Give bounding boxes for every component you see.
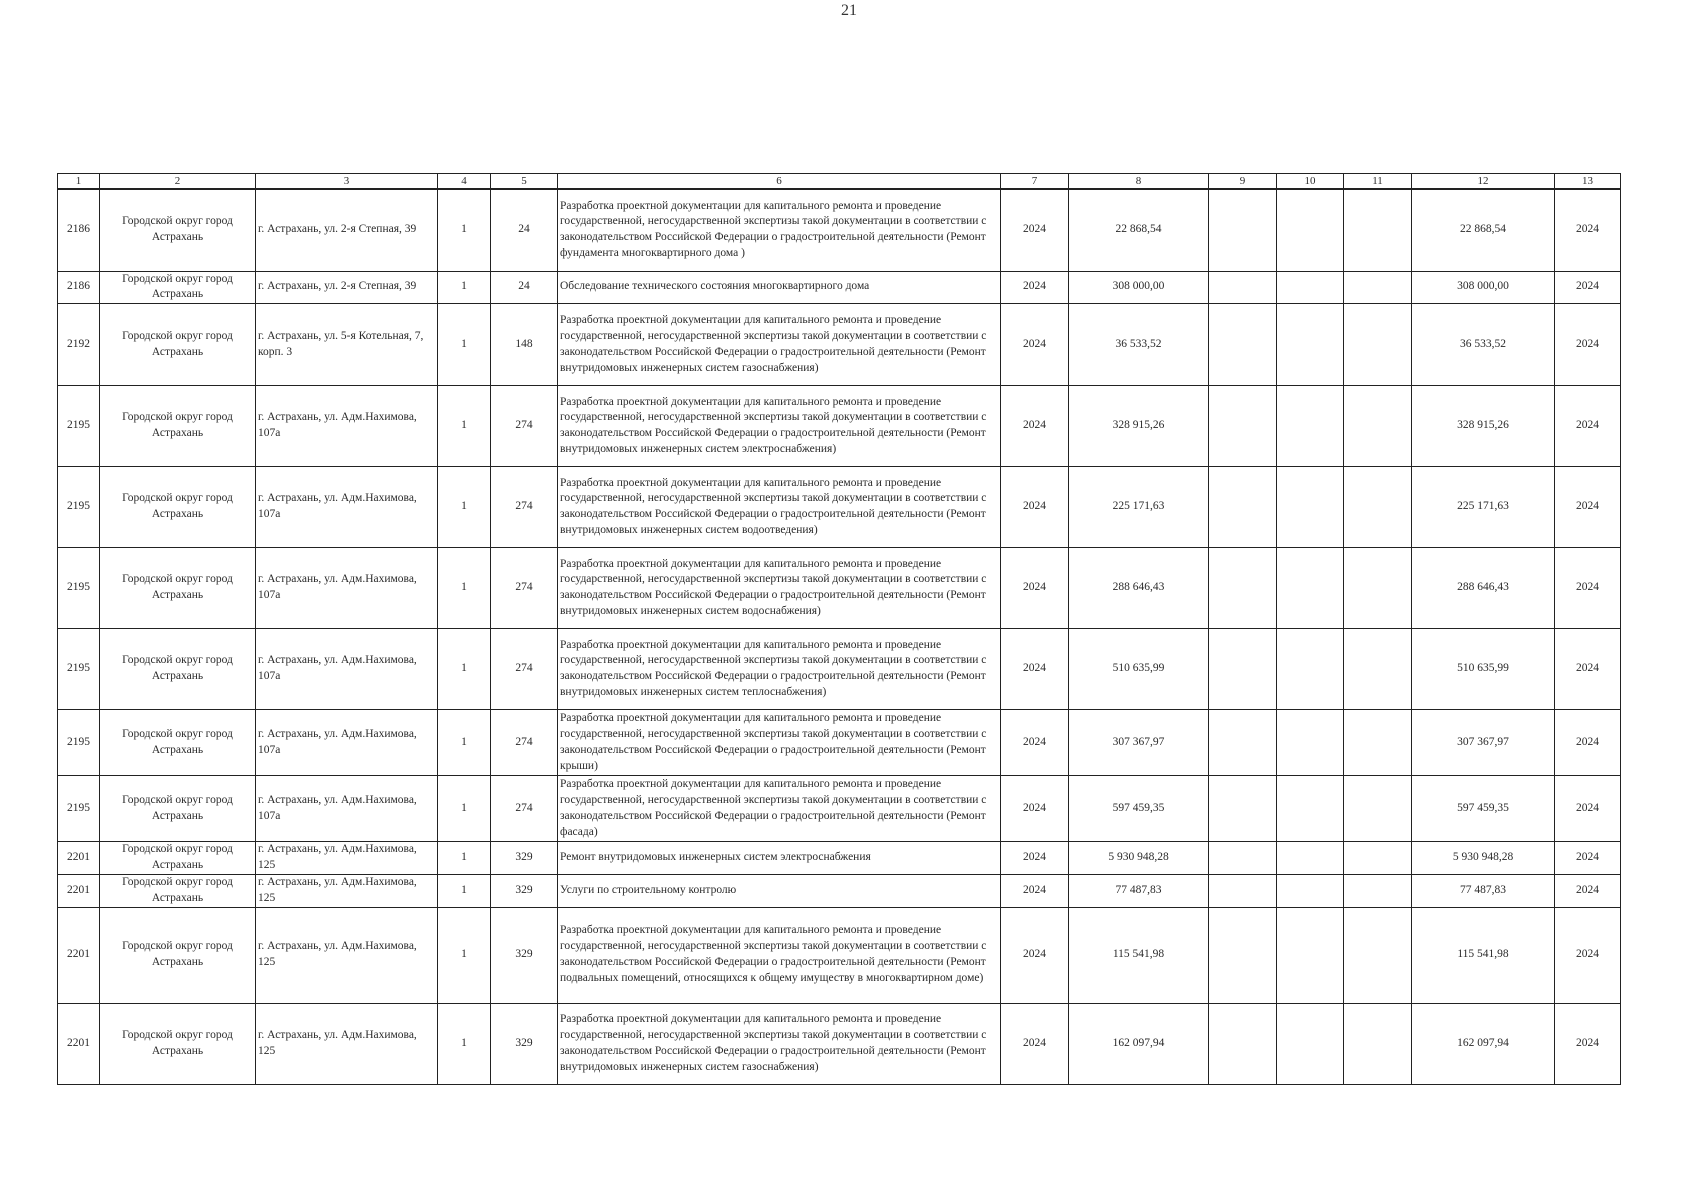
year-cell: 2024 bbox=[1001, 271, 1069, 304]
table-row bbox=[58, 1003, 1621, 1084]
column-10-cell bbox=[1277, 710, 1344, 776]
work-type-cell: Разработка проектной документации для капитального ремонта и проведение государственной, негосударственной экспертизы такой документации в соответствии с законодательством Российской Федерации о градостроительной деятельности (Ремонт крыши) bbox=[558, 710, 1001, 776]
column-4-cell: 1 bbox=[438, 710, 491, 776]
column-11-cell bbox=[1344, 907, 1412, 1003]
column-header-11: 11 bbox=[1344, 174, 1412, 190]
column-5-cell: 24 bbox=[491, 189, 558, 271]
work-type-cell: Разработка проектной документации для капитального ремонта и проведение государственной, негосударственной экспертизы такой документации в соответствии с законодательством Российской Федерации о градостроительной деятельности (Ремонт внутридомовых инженерных систем водоснабжения) bbox=[558, 548, 1001, 629]
column-10-cell bbox=[1277, 629, 1344, 710]
year-cell: 2024 bbox=[1001, 386, 1069, 467]
column-9-cell bbox=[1209, 1003, 1277, 1084]
municipality-cell: Городской округ город Астрахань bbox=[100, 467, 256, 548]
record-number-cell: 2195 bbox=[58, 467, 100, 548]
work-type-cell: Разработка проектной документации для капитального ремонта и проведение государственной, негосударственной экспертизы такой документации в соответствии с законодательством Российской Федерации о градостроительной деятельности (Ремонт внутридомовых инженерных систем теплоснабжения) bbox=[558, 629, 1001, 710]
completion-year-cell: 2024 bbox=[1555, 1003, 1621, 1084]
table-row bbox=[58, 776, 1621, 842]
year-cell: 2024 bbox=[1001, 548, 1069, 629]
column-5-cell: 274 bbox=[491, 386, 558, 467]
year-cell: 2024 bbox=[1001, 874, 1069, 907]
fund-amount-cell: 307 367,97 bbox=[1412, 710, 1555, 776]
column-9-cell bbox=[1209, 842, 1277, 875]
record-number-cell: 2201 bbox=[58, 1003, 100, 1084]
total-cost-cell: 597 459,35 bbox=[1069, 776, 1209, 842]
column-4-cell: 1 bbox=[438, 907, 491, 1003]
municipality-cell: Городской округ город Астрахань bbox=[100, 386, 256, 467]
table-row bbox=[58, 629, 1621, 710]
address-cell: г. Астрахань, ул. Адм.Нахимова, 125 bbox=[256, 874, 438, 907]
column-10-cell bbox=[1277, 467, 1344, 548]
municipality-cell: Городской округ город Астрахань bbox=[100, 189, 256, 271]
column-11-cell bbox=[1344, 548, 1412, 629]
record-number-cell: 2195 bbox=[58, 776, 100, 842]
column-4-cell: 1 bbox=[438, 629, 491, 710]
fund-amount-cell: 288 646,43 bbox=[1412, 548, 1555, 629]
fund-amount-cell: 225 171,63 bbox=[1412, 467, 1555, 548]
completion-year-cell: 2024 bbox=[1555, 629, 1621, 710]
column-4-cell: 1 bbox=[438, 1003, 491, 1084]
column-4-cell: 1 bbox=[438, 467, 491, 548]
municipality-cell: Городской округ город Астрахань bbox=[100, 1003, 256, 1084]
work-type-cell: Разработка проектной документации для капитального ремонта и проведение государственной, негосударственной экспертизы такой документации в соответствии с законодательством Российской Федерации о градостроительной деятельности (Ремонт внутридомовых инженерных систем газоснабжения) bbox=[558, 304, 1001, 386]
fund-amount-cell: 36 533,52 bbox=[1412, 304, 1555, 386]
work-type-cell: Разработка проектной документации для капитального ремонта и проведение государственной, негосударственной экспертизы такой документации в соответствии с законодательством Российской Федерации о градостроительной деятельности (Ремонт фасада) bbox=[558, 776, 1001, 842]
address-cell: г. Астрахань, ул. 5-я Котельная, 7, корп. 3 bbox=[256, 304, 438, 386]
completion-year-cell: 2024 bbox=[1555, 874, 1621, 907]
municipality-cell: Городской округ город Астрахань bbox=[100, 304, 256, 386]
column-5-cell: 274 bbox=[491, 776, 558, 842]
column-5-cell: 329 bbox=[491, 907, 558, 1003]
work-type-cell: Услуги по строительному контролю bbox=[558, 874, 1001, 907]
fund-amount-cell: 597 459,35 bbox=[1412, 776, 1555, 842]
column-5-cell: 148 bbox=[491, 304, 558, 386]
address-cell: г. Астрахань, ул. Адм.Нахимова, 107а bbox=[256, 776, 438, 842]
table-row bbox=[58, 304, 1621, 386]
column-4-cell: 1 bbox=[438, 874, 491, 907]
column-9-cell bbox=[1209, 271, 1277, 304]
column-9-cell bbox=[1209, 189, 1277, 271]
column-5-cell: 274 bbox=[491, 548, 558, 629]
municipality-cell: Городской округ город Астрахань bbox=[100, 776, 256, 842]
year-cell: 2024 bbox=[1001, 1003, 1069, 1084]
record-number-cell: 2186 bbox=[58, 271, 100, 304]
column-10-cell bbox=[1277, 386, 1344, 467]
column-9-cell bbox=[1209, 467, 1277, 548]
record-number-cell: 2201 bbox=[58, 874, 100, 907]
column-10-cell bbox=[1277, 189, 1344, 271]
record-number-cell: 2201 bbox=[58, 907, 100, 1003]
total-cost-cell: 36 533,52 bbox=[1069, 304, 1209, 386]
column-10-cell bbox=[1277, 304, 1344, 386]
work-type-cell: Разработка проектной документации для капитального ремонта и проведение государственной, негосударственной экспертизы такой документации в соответствии с законодательством Российской Федерации о градостроительной деятельности (Ремонт внутридомовых инженерных систем электроснабжения) bbox=[558, 386, 1001, 467]
column-9-cell bbox=[1209, 548, 1277, 629]
completion-year-cell: 2024 bbox=[1555, 548, 1621, 629]
column-11-cell bbox=[1344, 710, 1412, 776]
total-cost-cell: 77 487,83 bbox=[1069, 874, 1209, 907]
column-9-cell bbox=[1209, 874, 1277, 907]
column-11-cell bbox=[1344, 1003, 1412, 1084]
total-cost-cell: 328 915,26 bbox=[1069, 386, 1209, 467]
year-cell: 2024 bbox=[1001, 710, 1069, 776]
address-cell: г. Астрахань, ул. Адм.Нахимова, 107а bbox=[256, 386, 438, 467]
column-5-cell: 329 bbox=[491, 1003, 558, 1084]
table-row bbox=[58, 710, 1621, 776]
column-10-cell bbox=[1277, 776, 1344, 842]
work-type-cell: Обследование технического состояния многоквартирного дома bbox=[558, 271, 1001, 304]
column-header-13: 13 bbox=[1555, 174, 1621, 190]
address-cell: г. Астрахань, ул. Адм.Нахимова, 107а bbox=[256, 467, 438, 548]
work-type-cell: Ремонт внутридомовых инженерных систем электроснабжения bbox=[558, 842, 1001, 875]
address-cell: г. Астрахань, ул. 2-я Степная, 39 bbox=[256, 271, 438, 304]
table-row bbox=[58, 189, 1621, 271]
completion-year-cell: 2024 bbox=[1555, 304, 1621, 386]
column-11-cell bbox=[1344, 874, 1412, 907]
address-cell: г. Астрахань, ул. Адм.Нахимова, 125 bbox=[256, 907, 438, 1003]
work-type-cell: Разработка проектной документации для капитального ремонта и проведение государственной, негосударственной экспертизы такой документации в соответствии с законодательством Российской Федерации о градостроительной деятельности (Ремонт внутридомовых инженерных систем газоснабжения) bbox=[558, 1003, 1001, 1084]
year-cell: 2024 bbox=[1001, 467, 1069, 548]
total-cost-cell: 510 635,99 bbox=[1069, 629, 1209, 710]
municipality-cell: Городской округ город Астрахань bbox=[100, 907, 256, 1003]
work-type-cell: Разработка проектной документации для капитального ремонта и проведение государственной, негосударственной экспертизы такой документации в соответствии с законодательством Российской Федерации о градостроительной деятельности (Ремонт подвальных помещений, относящихся к общему имуществу в многоквартирном доме) bbox=[558, 907, 1001, 1003]
column-5-cell: 24 bbox=[491, 271, 558, 304]
municipality-cell: Городской округ город Астрахань bbox=[100, 874, 256, 907]
record-number-cell: 2186 bbox=[58, 189, 100, 271]
table-row bbox=[58, 907, 1621, 1003]
column-4-cell: 1 bbox=[438, 776, 491, 842]
column-5-cell: 274 bbox=[491, 467, 558, 548]
municipality-cell: Городской округ город Астрахань bbox=[100, 842, 256, 875]
total-cost-cell: 308 000,00 bbox=[1069, 271, 1209, 304]
total-cost-cell: 115 541,98 bbox=[1069, 907, 1209, 1003]
column-11-cell bbox=[1344, 304, 1412, 386]
address-cell: г. Астрахань, ул. Адм.Нахимова, 107а bbox=[256, 629, 438, 710]
completion-year-cell: 2024 bbox=[1555, 776, 1621, 842]
completion-year-cell: 2024 bbox=[1555, 189, 1621, 271]
table-body bbox=[58, 189, 1621, 1084]
table-row bbox=[58, 386, 1621, 467]
column-10-cell bbox=[1277, 874, 1344, 907]
column-4-cell: 1 bbox=[438, 386, 491, 467]
column-4-cell: 1 bbox=[438, 304, 491, 386]
completion-year-cell: 2024 bbox=[1555, 386, 1621, 467]
total-cost-cell: 225 171,63 bbox=[1069, 467, 1209, 548]
column-11-cell bbox=[1344, 467, 1412, 548]
column-header-4: 4 bbox=[438, 174, 491, 190]
table-row bbox=[58, 467, 1621, 548]
column-10-cell bbox=[1277, 1003, 1344, 1084]
address-cell: г. Астрахань, ул. 2-я Степная, 39 bbox=[256, 189, 438, 271]
fund-amount-cell: 328 915,26 bbox=[1412, 386, 1555, 467]
column-number-header bbox=[58, 174, 1621, 190]
column-9-cell bbox=[1209, 710, 1277, 776]
column-header-12: 12 bbox=[1412, 174, 1555, 190]
completion-year-cell: 2024 bbox=[1555, 467, 1621, 548]
address-cell: г. Астрахань, ул. Адм.Нахимова, 125 bbox=[256, 842, 438, 875]
year-cell: 2024 bbox=[1001, 776, 1069, 842]
fund-amount-cell: 162 097,94 bbox=[1412, 1003, 1555, 1084]
record-number-cell: 2201 bbox=[58, 842, 100, 875]
column-9-cell bbox=[1209, 304, 1277, 386]
table-row bbox=[58, 548, 1621, 629]
year-cell: 2024 bbox=[1001, 842, 1069, 875]
record-number-cell: 2195 bbox=[58, 386, 100, 467]
column-4-cell: 1 bbox=[438, 548, 491, 629]
year-cell: 2024 bbox=[1001, 304, 1069, 386]
work-type-cell: Разработка проектной документации для капитального ремонта и проведение государственной, негосударственной экспертизы такой документации в соответствии с законодательством Российской Федерации о градостроительной деятельности (Ремонт фундамента многоквартирного дома ) bbox=[558, 189, 1001, 271]
column-9-cell bbox=[1209, 629, 1277, 710]
municipality-cell: Городской округ город Астрахань bbox=[100, 710, 256, 776]
capital-repair-table bbox=[57, 173, 1621, 1085]
municipality-cell: Городской округ город Астрахань bbox=[100, 271, 256, 304]
column-9-cell bbox=[1209, 776, 1277, 842]
completion-year-cell: 2024 bbox=[1555, 907, 1621, 1003]
completion-year-cell: 2024 bbox=[1555, 271, 1621, 304]
column-header-5: 5 bbox=[491, 174, 558, 190]
column-header-9: 9 bbox=[1209, 174, 1277, 190]
completion-year-cell: 2024 bbox=[1555, 842, 1621, 875]
work-type-cell: Разработка проектной документации для капитального ремонта и проведение государственной, негосударственной экспертизы такой документации в соответствии с законодательством Российской Федерации о градостроительной деятельности (Ремонт внутридомовых инженерных систем водоотведения) bbox=[558, 467, 1001, 548]
column-11-cell bbox=[1344, 189, 1412, 271]
year-cell: 2024 bbox=[1001, 189, 1069, 271]
record-number-cell: 2195 bbox=[58, 548, 100, 629]
column-9-cell bbox=[1209, 386, 1277, 467]
record-number-cell: 2195 bbox=[58, 710, 100, 776]
column-10-cell bbox=[1277, 271, 1344, 304]
total-cost-cell: 307 367,97 bbox=[1069, 710, 1209, 776]
column-header-10: 10 bbox=[1277, 174, 1344, 190]
column-11-cell bbox=[1344, 271, 1412, 304]
column-5-cell: 329 bbox=[491, 874, 558, 907]
year-cell: 2024 bbox=[1001, 907, 1069, 1003]
table-row bbox=[58, 271, 1621, 304]
fund-amount-cell: 77 487,83 bbox=[1412, 874, 1555, 907]
column-5-cell: 274 bbox=[491, 629, 558, 710]
column-header-2: 2 bbox=[100, 174, 256, 190]
completion-year-cell: 2024 bbox=[1555, 710, 1621, 776]
total-cost-cell: 5 930 948,28 bbox=[1069, 842, 1209, 875]
column-11-cell bbox=[1344, 842, 1412, 875]
total-cost-cell: 288 646,43 bbox=[1069, 548, 1209, 629]
fund-amount-cell: 115 541,98 bbox=[1412, 907, 1555, 1003]
year-cell: 2024 bbox=[1001, 629, 1069, 710]
column-header-7: 7 bbox=[1001, 174, 1069, 190]
record-number-cell: 2192 bbox=[58, 304, 100, 386]
column-11-cell bbox=[1344, 629, 1412, 710]
table-row bbox=[58, 842, 1621, 875]
column-4-cell: 1 bbox=[438, 842, 491, 875]
total-cost-cell: 22 868,54 bbox=[1069, 189, 1209, 271]
column-5-cell: 274 bbox=[491, 710, 558, 776]
column-header-1: 1 bbox=[58, 174, 100, 190]
municipality-cell: Городской округ город Астрахань bbox=[100, 629, 256, 710]
column-10-cell bbox=[1277, 842, 1344, 875]
column-header-8: 8 bbox=[1069, 174, 1209, 190]
municipality-cell: Городской округ город Астрахань bbox=[100, 548, 256, 629]
column-header-3: 3 bbox=[256, 174, 438, 190]
column-11-cell bbox=[1344, 776, 1412, 842]
address-cell: г. Астрахань, ул. Адм.Нахимова, 107а bbox=[256, 548, 438, 629]
fund-amount-cell: 22 868,54 bbox=[1412, 189, 1555, 271]
page-number: 21 bbox=[841, 2, 857, 19]
column-11-cell bbox=[1344, 386, 1412, 467]
column-4-cell: 1 bbox=[438, 189, 491, 271]
total-cost-cell: 162 097,94 bbox=[1069, 1003, 1209, 1084]
fund-amount-cell: 308 000,00 bbox=[1412, 271, 1555, 304]
address-cell: г. Астрахань, ул. Адм.Нахимова, 107а bbox=[256, 710, 438, 776]
fund-amount-cell: 510 635,99 bbox=[1412, 629, 1555, 710]
address-cell: г. Астрахань, ул. Адм.Нахимова, 125 bbox=[256, 1003, 438, 1084]
column-header-6: 6 bbox=[558, 174, 1001, 190]
table-row bbox=[58, 874, 1621, 907]
column-10-cell bbox=[1277, 907, 1344, 1003]
column-10-cell bbox=[1277, 548, 1344, 629]
column-4-cell: 1 bbox=[438, 271, 491, 304]
column-5-cell: 329 bbox=[491, 842, 558, 875]
column-9-cell bbox=[1209, 907, 1277, 1003]
record-number-cell: 2195 bbox=[58, 629, 100, 710]
fund-amount-cell: 5 930 948,28 bbox=[1412, 842, 1555, 875]
